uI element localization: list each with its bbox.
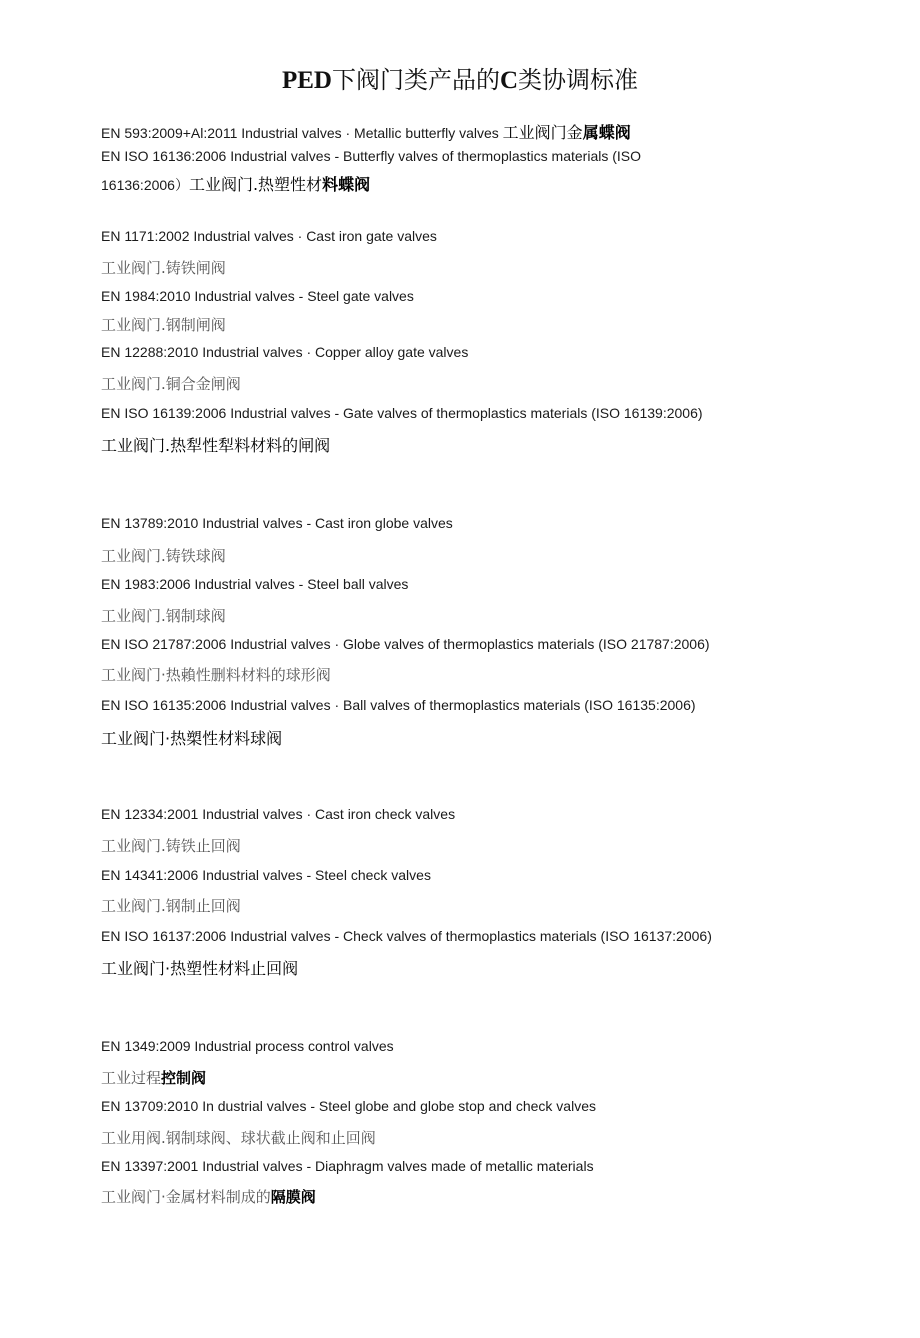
standard-en-iso-16136-chinese-b: 料蝶阀 bbox=[322, 175, 371, 194]
standard-en-593-english: EN 593:2009+Al:2011 Industrial valves · Metallic butterfly valves bbox=[101, 125, 503, 141]
standard-en-1171-english: EN 1171:2002 Industrial valves · Cast iron gate valves bbox=[101, 228, 437, 244]
standard-en-1984-chinese: 工业阀门.钢制闸阀 bbox=[101, 316, 226, 334]
standard-en-13789-chinese: 工业阀门.铸铁球阀 bbox=[101, 547, 226, 565]
standard-en-1349-chinese-b: 控制阀 bbox=[161, 1069, 207, 1087]
standard-en-13709-chinese: 工业用阀.钢制球阀、球状截止阀和止回阀 bbox=[101, 1129, 376, 1147]
standard-en-12334-english: EN 12334:2001 Industrial valves · Cast iron check valves bbox=[101, 806, 456, 822]
standard-en-iso-16139-english: EN ISO 16139:2006 Industrial valves - Gate valves of thermoplastics materials (ISO 16139:2006) bbox=[101, 405, 703, 421]
standard-en-14341-english: EN 14341:2006 Industrial valves - Steel check valves bbox=[101, 867, 431, 883]
standard-en-iso-16136-line-2 bbox=[101, 172, 370, 195]
title-c: C bbox=[499, 67, 519, 94]
standard-en-1349-english: EN 1349:2009 Industrial process control valves bbox=[101, 1038, 394, 1054]
standard-en-iso-16135-english: EN ISO 16135:2006 Industrial valves · Ball valves of thermoplastics materials (ISO 16135:2006) bbox=[101, 697, 696, 713]
standard-en-iso-16139-chinese: 工业阀门.热犁性犁料材料的闸阀 bbox=[101, 436, 331, 455]
title-text-2: 类协调标准 bbox=[518, 66, 639, 94]
standard-en-13397-chinese-a: 工业阀门·金属材料制成的 bbox=[101, 1188, 271, 1206]
standard-en-iso-16136-english-1: EN ISO 16136:2006 Industrial valves - Butterfly valves of thermoplastics materials (ISO bbox=[101, 148, 642, 164]
standard-en-14341-chinese: 工业阀门.钢制止回阀 bbox=[101, 897, 241, 915]
standard-en-iso-16136-english-2: 16136:2006） bbox=[101, 177, 189, 193]
standard-en-iso-16136-chinese-a: 工业阀门.热塑性材 bbox=[188, 175, 323, 194]
standard-en-12288-chinese: 工业阀门.铜合金闸阀 bbox=[101, 375, 241, 393]
standard-en-593-chinese-b: 属蝶阀 bbox=[582, 123, 631, 142]
standard-en-1983-english: EN 1983:2006 Industrial valves - Steel ball valves bbox=[101, 576, 409, 592]
standard-en-13709-english: EN 13709:2010 In dustrial valves - Steel globe and globe stop and check valves bbox=[101, 1098, 596, 1114]
standard-en-iso-16137-chinese: 工业阀门·热塑性材料止回阀 bbox=[101, 959, 299, 978]
standard-en-12334-chinese: 工业阀门.铸铁止回阀 bbox=[101, 837, 241, 855]
title-ped: PED bbox=[281, 67, 332, 94]
standard-en-13397-english: EN 13397:2001 Industrial valves - Diaphragm valves made of metallic materials bbox=[101, 1158, 594, 1174]
standard-en-12288-english: EN 12288:2010 Industrial valves · Copper alloy gate valves bbox=[101, 344, 469, 360]
standard-en-593 bbox=[101, 120, 631, 143]
page-title bbox=[0, 60, 920, 95]
standard-en-iso-21787-chinese: 工业阀门·热賴性删料材料的球形阀 bbox=[101, 666, 331, 684]
title-text-1: 下阀门类产品的 bbox=[331, 66, 500, 94]
standard-en-1983-chinese: 工业阀门.钢制球阀 bbox=[101, 607, 226, 625]
standard-en-iso-16137-english: EN ISO 16137:2006 Industrial valves - Check valves of thermoplastics materials (ISO 16137:2006) bbox=[101, 928, 712, 944]
standard-en-1349-chinese-a: 工业过程 bbox=[101, 1069, 162, 1087]
standard-en-593-chinese-a: 工业阀门金 bbox=[502, 123, 583, 142]
standard-en-1349-chinese bbox=[101, 1067, 206, 1088]
standard-en-1171-chinese: 工业阀门.铸铁闸阀 bbox=[101, 259, 226, 277]
standard-en-13397-chinese bbox=[101, 1186, 316, 1207]
standard-en-13397-chinese-b: 隔膜阀 bbox=[270, 1188, 316, 1206]
standard-en-1984-english: EN 1984:2010 Industrial valves - Steel gate valves bbox=[101, 288, 414, 304]
standard-en-13789-english: EN 13789:2010 Industrial valves - Cast iron globe valves bbox=[101, 515, 453, 531]
standard-en-iso-21787-english: EN ISO 21787:2006 Industrial valves · Globe valves of thermoplastics materials (ISO 21787:2006) bbox=[101, 636, 710, 652]
standard-en-iso-16135-chinese: 工业阀门·热槊性材料球阀 bbox=[101, 729, 283, 748]
